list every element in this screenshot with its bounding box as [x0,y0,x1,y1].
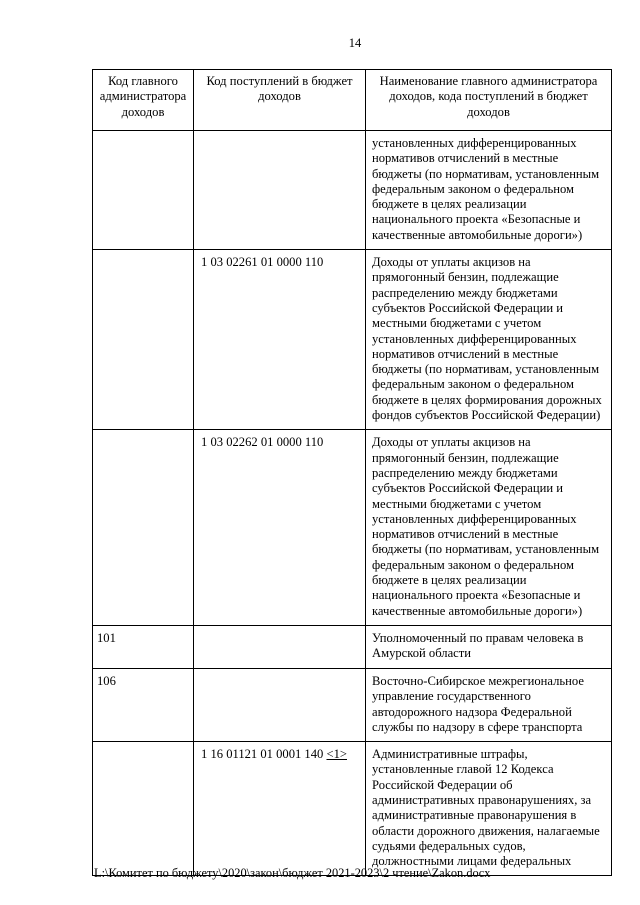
admin-code-cell: 101 [93,625,194,668]
name-cell: Административные штрафы, установленные главой 12 Кодекса Российской Федерации об административных правонарушениях, за административные правонарушения в области дорожного движения, налагаемые судьями федеральных судов, должностными лицами федеральных [366,742,612,876]
revenue-code: 1 03 02261 01 0000 110 [201,255,324,270]
admin-code-cell [93,430,194,626]
name-cell: Уполномоченный по правам человека в Амурской области [366,625,612,668]
name-cell: Восточно-Сибирское межрегиональное управление государственного автодорожного надзора Федеральной службы по надзору в сфере транспорта [366,668,612,741]
header-admin-code: Код главного администратора доходов [93,70,194,131]
table-row [93,250,612,430]
table-row [93,742,612,876]
name-cell: Доходы от уплаты акцизов на прямогонный бензин, подлежащие распределению между бюджетами субъектов Российской Федерации и местными бюджетами с учетом установленных дифференцированных нормативов отчислений в местные бюджеты (по нормативам, установленным федеральным законом о федеральном бюджете в целях реализации национального проекта «Безопасные и качественные автомобильные дороги») [366,430,612,626]
table-row [93,131,612,250]
revenue-code-cell [194,742,366,876]
table-row [93,430,612,626]
footnote-reference-link[interactable]: <1> [326,747,347,762]
footer-file-path: L:\Комитет по бюджету\2020\закон\бюджет 2021-2023\2 чтение\Zakon.docx [94,866,491,880]
admin-code-cell [93,250,194,430]
name-cell: установленных дифференцированных нормативов отчислений в местные бюджеты (по нормативам, установленным федеральным законом о федеральном бюджете в целях реализации национального проекта «Безопасные и качественные автомобильные дороги») [366,131,612,250]
revenue-code-cell [194,430,366,626]
revenue-code-cell [194,625,366,668]
name-cell: Доходы от уплаты акцизов на прямогонный бензин, подлежащие распределению между бюджетами субъектов Российской Федерации и местными бюджетами с учетом установленных дифференцированных нормативов отчислений в местные бюджеты (по нормативам, установленным федеральным законом о федеральном бюджете в целях формирования дорожных фондов субъектов Российской Федерации) [366,250,612,430]
header-revenue-code: Код поступлений в бюджет доходов [194,70,366,131]
revenue-code-cell [194,668,366,741]
header-name: Наименование главного администратора доходов, кода поступлений в бюджет доходов [366,70,612,131]
revenue-table [92,69,612,876]
admin-code-cell [93,742,194,876]
page-number: 14 [348,36,362,50]
table-row [93,625,612,668]
revenue-code-cell [194,131,366,250]
table-row [93,668,612,741]
revenue-code: 1 03 02262 01 0000 110 [201,435,324,450]
revenue-code-cell [194,250,366,430]
revenue-code: 1 16 01121 01 0001 140 [201,747,324,762]
admin-code-cell [93,131,194,250]
admin-code-cell: 106 [93,668,194,741]
table-header-row [93,70,612,131]
